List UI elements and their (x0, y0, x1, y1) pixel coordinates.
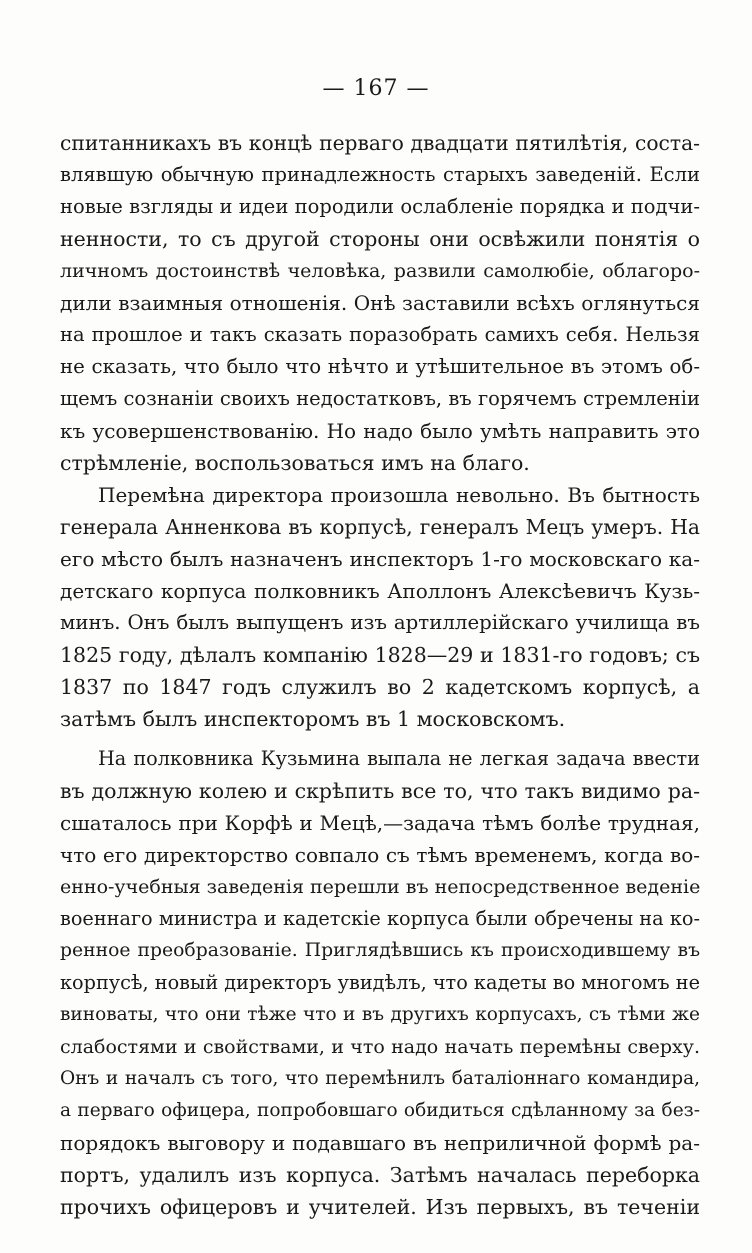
text-line: енно-учебныя заведенія перешли въ непосредственное веденіе (60, 876, 700, 898)
text-line: а перваго офицера, попробовшаго обидиться сдѣланному за без- (60, 1100, 700, 1121)
paragraph-3 (60, 743, 700, 775)
text-line: его мѣсто былъ назначенъ инспекторъ 1-го московскаго ка- (60, 547, 700, 571)
paragraph-1 (60, 127, 700, 479)
text-line: сшаталось при Корфѣ и Мецѣ,—задача тѣмъ болѣе трудная, (60, 811, 700, 835)
text-line: военнаго министра и кадетскіе корпуса были обречены на ко- (60, 907, 700, 930)
page-number: — 167 — (322, 76, 430, 101)
text-line: затѣмъ былъ инспекторомъ въ 1 московскомъ. (60, 707, 566, 731)
text-line: Перемѣна директора произошла невольно. Въ бытность (98, 483, 700, 507)
text-line: щемъ сознаніи своихъ недостатковъ, въ горячемъ стремленіи (60, 387, 700, 410)
paragraph-3-body (60, 775, 700, 1223)
text-line: порядокъ выговору и подавшаго въ неприличной формѣ ра- (60, 1131, 700, 1155)
paragraph-2-body (60, 511, 700, 735)
text-line: стрѣмленіе, воспользоваться имъ на благо. (60, 451, 530, 475)
paragraph-2 (60, 479, 700, 511)
text-line: 1825 году, дѣлалъ компанію 1828—29 и 1831-го годовъ; съ (60, 643, 700, 667)
text-line: новые взгляды и идеи породили ослабленіе порядка и подчи- (60, 195, 700, 218)
text-line: виноваты, что они тѣже что и въ другихъ корпусахъ, съ тѣми же (60, 1004, 700, 1025)
text-line: не сказать, что было что нѣчто и утѣшительное въ этомъ об- (60, 355, 700, 378)
text-line: На полковника Кузьмина выпала не легкая задача ввести (98, 747, 700, 770)
text-line: на прошлое и такъ сказать поразобрать самихъ себя. Нельзя (60, 323, 700, 346)
text-line: Онъ и началъ съ того, что перемѣнилъ баталіоннаго командира, (60, 1068, 700, 1089)
text-line: къ усовершенствованію. Но надо было умѣть направить это (60, 419, 700, 443)
text-line: ренное преобразованіе. Приглядѣвшись къ происходившему въ (60, 940, 700, 961)
text-line: дили взаимныя отношенія. Онѣ заставили всѣхъ оглянуться (60, 291, 700, 315)
text-line: генерала Анненкова въ корпусѣ, генералъ Мецъ умеръ. На (60, 515, 700, 539)
text-line: 1837 по 1847 годъ служилъ во 2 кадетскомъ корпусѣ, а (60, 675, 700, 699)
text-line: что его директорство совпало съ тѣмъ временемъ, когда во- (60, 843, 700, 867)
text-line: детскаго корпуса полковникъ Аполлонъ Алексѣевичъ Кузь- (60, 579, 700, 603)
text-line: личномъ достоинствѣ человѣка, развили самолюбіе, облагоро- (60, 260, 700, 282)
text-line: портъ, удалилъ изъ корпуса. Затѣмъ началась переборка (60, 1163, 700, 1187)
text-line: въ должную колею и скрѣпить все то, что такъ видимо ра- (60, 779, 700, 803)
text-line: ненности, то съ другой стороны они освѣжили понятія о (60, 227, 700, 251)
text-line: минъ. Онъ былъ выпущенъ изъ артиллерійскаго училища въ (60, 611, 700, 634)
text-line: спитанникахъ въ концѣ перваго двадцати пятилѣтія, соста- (60, 131, 700, 155)
text-line: слабостями и свойствами, и что надо начать перемѣны сверху. (60, 1036, 700, 1058)
body-text (60, 127, 700, 1223)
text-line: корпусѣ, новый директоръ увидѣлъ, что кадеты во многомъ не (60, 971, 700, 994)
text-line: прочихъ офицеровъ и учителей. Изъ первыхъ, въ теченіи (60, 1195, 700, 1219)
text-line: влявшую обычную принадлежность старыхъ заведеній. Если (60, 163, 700, 186)
